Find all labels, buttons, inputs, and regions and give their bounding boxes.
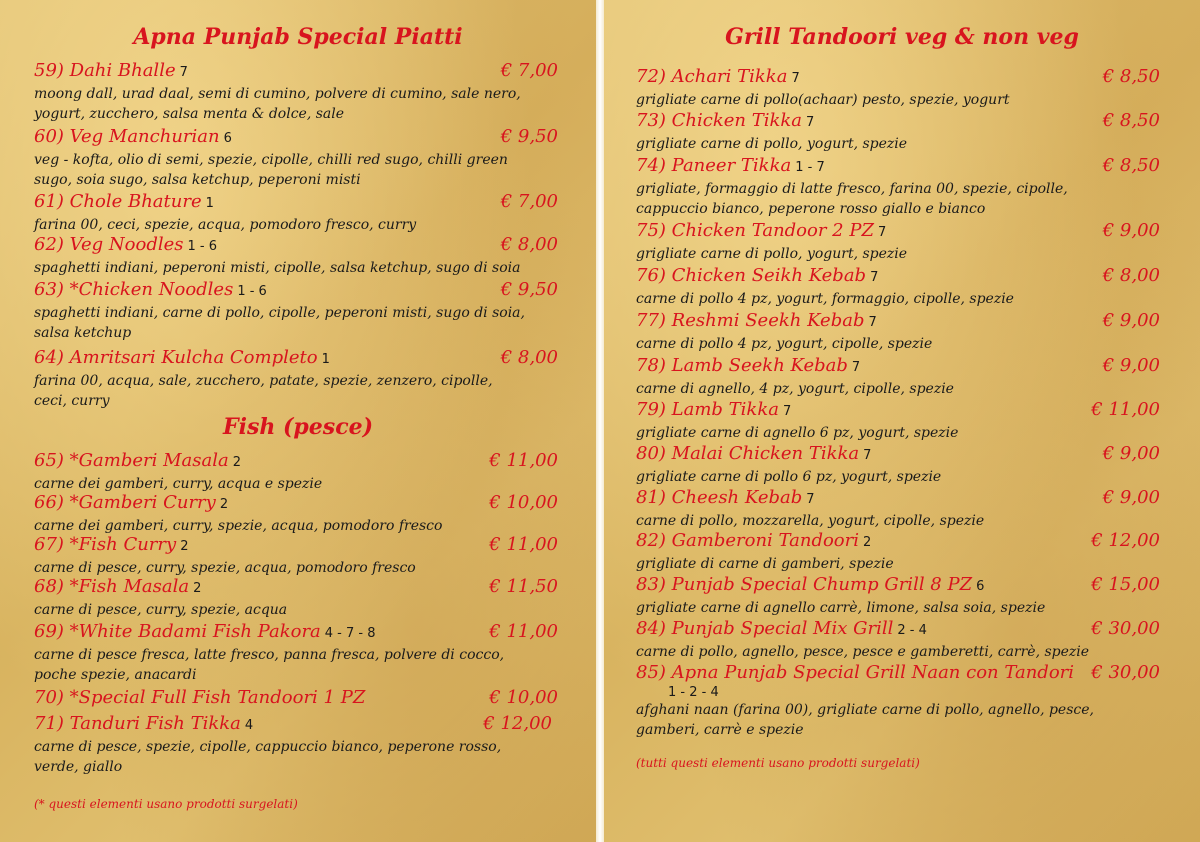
item-allergens: 7	[877, 225, 887, 240]
item-name: 70) *Special Full Fish Tandoori 1 PZ	[34, 687, 366, 708]
item-price: € 11,00	[489, 621, 558, 642]
item-name: 71) Tanduri Fish Tikka	[34, 713, 241, 734]
item-name: 66) *Gamberi Curry	[34, 492, 216, 513]
item-description: carne dei gamberi, curry, spezie, acqua, pomodoro fresco	[34, 518, 443, 534]
item-price: € 8,00	[500, 234, 558, 255]
item-allergens: 4	[244, 718, 254, 733]
frozen-footnote: (* questi elementi usano prodotti surgelati)	[34, 797, 298, 811]
menu-item-60	[34, 126, 558, 190]
item-price: € 7,00	[500, 191, 558, 212]
item-description: spaghetti indiani, peperoni misti, cipolle, salsa ketchup, sugo di soia	[34, 260, 521, 276]
menu-item-66	[34, 492, 558, 536]
menu-item-65	[34, 450, 558, 494]
item-allergens: 2	[219, 497, 229, 512]
menu-item-70	[34, 687, 558, 711]
item-price: € 12,00	[1091, 530, 1160, 551]
menu-item-78	[636, 355, 1160, 399]
item-allergens: 7	[179, 65, 188, 80]
item-name: 77) Reshmi Seekh Kebab	[636, 310, 865, 331]
frozen-footnote: (tutti questi elementi usano prodotti surgelati)	[636, 756, 920, 770]
item-name: 78) Lamb Seekh Kebab	[636, 355, 848, 376]
item-name: 62) Veg Noodles	[34, 234, 184, 255]
item-description: grigliate carne di agnello 6 pz, yogurt, spezie	[636, 425, 959, 441]
item-price: € 9,00	[1102, 487, 1160, 508]
item-price: € 7,00	[500, 60, 558, 81]
item-allergens: 2	[180, 539, 189, 554]
menu-item-67	[34, 534, 558, 578]
menu-item-68	[34, 576, 558, 620]
menu-item-62	[34, 234, 558, 278]
item-price: € 30,00	[1091, 662, 1160, 683]
item-allergens: 7	[851, 360, 861, 375]
item-allergens: 4 - 7 - 8	[324, 626, 376, 641]
item-price: € 9,00	[1102, 220, 1160, 241]
item-price: € 9,50	[500, 279, 558, 300]
item-price: € 9,00	[1102, 443, 1160, 464]
item-name: 83) Punjab Special Chump Grill 8 PZ	[636, 574, 973, 595]
item-description: grigliate carne di pollo, yogurt, spezie	[636, 136, 908, 152]
item-allergens: 6	[223, 131, 232, 146]
menu-item-83	[636, 574, 1160, 618]
menu-page-right	[604, 0, 1200, 842]
item-name: 84) Punjab Special Mix Grill	[636, 618, 894, 639]
item-name: 73) Chicken Tikka	[636, 110, 803, 131]
item-price: € 11,00	[489, 534, 558, 555]
menu-item-75	[636, 220, 1160, 264]
item-name: 75) Chicken Tandoor 2 PZ	[636, 220, 874, 241]
item-allergens: 2	[232, 455, 241, 470]
section-title-fish: Fish (pesce)	[223, 414, 373, 440]
item-price: € 9,00	[1102, 310, 1160, 331]
item-allergens: 7	[863, 448, 872, 463]
item-allergens: 7	[806, 492, 815, 507]
menu-item-59	[34, 60, 558, 124]
menu-item-74	[636, 155, 1160, 219]
item-allergens: 2	[863, 535, 872, 550]
item-description: carne di pollo 4 pz, yogurt, formaggio, cipolle, spezie	[636, 291, 1014, 307]
item-name: 79) Lamb Tikka	[636, 399, 779, 420]
menu-item-69	[34, 621, 558, 685]
item-price: € 15,00	[1091, 574, 1160, 595]
item-name: 80) Malai Chicken Tikka	[636, 443, 860, 464]
item-name: 85) Apna Punjab Special Grill Naan con Tandori	[636, 662, 1075, 683]
item-name: 69) *White Badami Fish Pakora	[34, 621, 321, 642]
item-name: 74) Paneer Tikka	[636, 155, 792, 176]
item-name: 65) *Gamberi Masala	[34, 450, 229, 471]
item-description: carne di pesce, curry, spezie, acqua	[34, 602, 288, 618]
item-description: carne dei gamberi, curry, acqua e spezie	[34, 476, 323, 492]
item-allergens: 2 - 4	[897, 623, 927, 638]
item-description: carne di pollo 4 pz, yogurt, cipolle, spezie	[636, 336, 933, 352]
item-allergens: 1 - 6	[237, 284, 267, 299]
item-description: grigliate carne di pollo, yogurt, spezie	[636, 246, 908, 262]
item-name: 68) *Fish Masala	[34, 576, 190, 597]
item-description: spaghetti indiani, carne di pollo, cipolle, peperoni misti, sugo di soia, salsa ketchup	[34, 305, 525, 341]
menu-item-79	[636, 399, 1160, 443]
menu-item-61	[34, 191, 558, 235]
item-price: € 11,50	[489, 576, 558, 597]
item-description: farina 00, acqua, sale, zucchero, patate, spezie, zenzero, cipolle, ceci, curry	[34, 373, 493, 409]
item-description: afghani naan (farina 00), grigliate carne di pollo, agnello, pesce, gamberi, carrè e spezie	[636, 702, 1094, 738]
item-price: € 10,00	[489, 492, 558, 513]
item-name: 61) Chole Bhature	[34, 191, 202, 212]
item-description: grigliate carne di pollo(achaar) pesto, spezie, yogurt	[636, 92, 1010, 108]
item-description: veg - kofta, olio di semi, spezie, cipolle, chilli red sugo, chilli green sugo, soia sugo, salsa ketchup, peperoni misti	[34, 152, 508, 188]
item-allergens: 6	[976, 579, 985, 594]
item-description: grigliate carne di pollo 6 pz, yogurt, spezie	[636, 469, 942, 485]
item-description: carne di agnello, 4 pz, yogurt, cipolle, spezie	[636, 381, 954, 397]
item-description: carne di pesce, spezie, cipolle, cappuccio bianco, peperone rosso, verde, giallo	[34, 739, 502, 775]
item-allergens: 7	[870, 270, 879, 285]
item-price: € 8,00	[500, 347, 558, 368]
item-price: € 9,50	[500, 126, 558, 147]
item-allergens: 1 - 2 - 4	[668, 685, 719, 700]
menu-item-85	[636, 662, 1160, 740]
item-allergens: 2	[193, 581, 202, 596]
item-name: 82) Gamberoni Tandoori	[636, 530, 860, 551]
item-price: € 8,50	[1102, 110, 1160, 131]
menu-item-80	[636, 443, 1160, 487]
menu-item-63	[34, 279, 558, 343]
item-price: € 8,00	[1102, 265, 1160, 286]
item-allergens: 7	[791, 71, 800, 86]
section-title-special: Apna Punjab Special Piatti	[133, 24, 463, 50]
item-allergens: 7	[806, 115, 815, 130]
item-allergens: 7	[782, 404, 792, 419]
page-fold	[596, 0, 604, 842]
item-name: 63) *Chicken Noodles	[34, 279, 234, 300]
item-price: € 9,00	[1102, 355, 1160, 376]
item-description: carne di pesce fresca, latte fresco, panna fresca, polvere di cocco, poche spezie, anacardi	[34, 647, 505, 683]
item-description: carne di pollo, agnello, pesce, pesce e gamberetti, carrè, spezie	[636, 644, 1090, 660]
item-name: 76) Chicken Seikh Kebab	[636, 265, 867, 286]
item-allergens: 1 - 7	[795, 160, 825, 175]
menu-item-64	[34, 347, 558, 411]
item-name: 81) Cheesh Kebab	[636, 487, 803, 508]
item-price: € 10,00	[489, 687, 558, 708]
item-allergens: 1 - 6	[187, 239, 217, 254]
menu-page-left	[0, 0, 596, 842]
menu-item-84	[636, 618, 1160, 662]
item-price: € 12,00	[483, 713, 552, 734]
menu-item-81	[636, 487, 1160, 531]
item-price: € 8,50	[1102, 155, 1160, 176]
item-allergens: 1	[205, 196, 214, 211]
menu-item-73	[636, 110, 1160, 154]
menu-item-77	[636, 310, 1160, 354]
section-title-grill: Grill Tandoori veg & non veg	[725, 24, 1079, 50]
item-price: € 11,00	[1091, 399, 1160, 420]
menu-item-82	[636, 530, 1160, 574]
item-description: carne di pesce, curry, spezie, acqua, pomodoro fresco	[34, 560, 416, 576]
item-name: 64) Amritsari Kulcha Completo	[34, 347, 318, 368]
item-description: grigliate, formaggio di latte fresco, farina 00, spezie, cipolle, cappuccio bianco, peperone rosso giallo e bianco	[636, 181, 1068, 217]
item-name: 72) Achari Tikka	[636, 66, 788, 87]
item-price: € 11,00	[489, 450, 558, 471]
item-name: 67) *Fish Curry	[34, 534, 177, 555]
item-description: grigliate carne di agnello carrè, limone, salsa soia, spezie	[636, 600, 1046, 616]
item-name: 59) Dahi Bhalle	[34, 60, 176, 81]
menu-item-72	[636, 66, 1160, 110]
item-description: carne di pollo, mozzarella, yogurt, cipolle, spezie	[636, 513, 985, 529]
item-description: grigliate di carne di gamberi, spezie	[636, 556, 894, 572]
item-description: farina 00, ceci, spezie, acqua, pomodoro fresco, curry	[34, 217, 417, 233]
item-name: 60) Veg Manchurian	[34, 126, 220, 147]
item-allergens: 7	[868, 315, 877, 330]
menu-item-71	[34, 713, 552, 777]
item-description: moong dall, urad daal, semi di cumino, polvere di cumino, sale nero, yogurt, zucchero, salsa menta & dolce, sale	[34, 86, 521, 122]
item-price: € 30,00	[1091, 618, 1160, 639]
menu-item-76	[636, 265, 1160, 309]
item-price: € 8,50	[1102, 66, 1160, 87]
item-allergens: 1	[321, 352, 330, 367]
